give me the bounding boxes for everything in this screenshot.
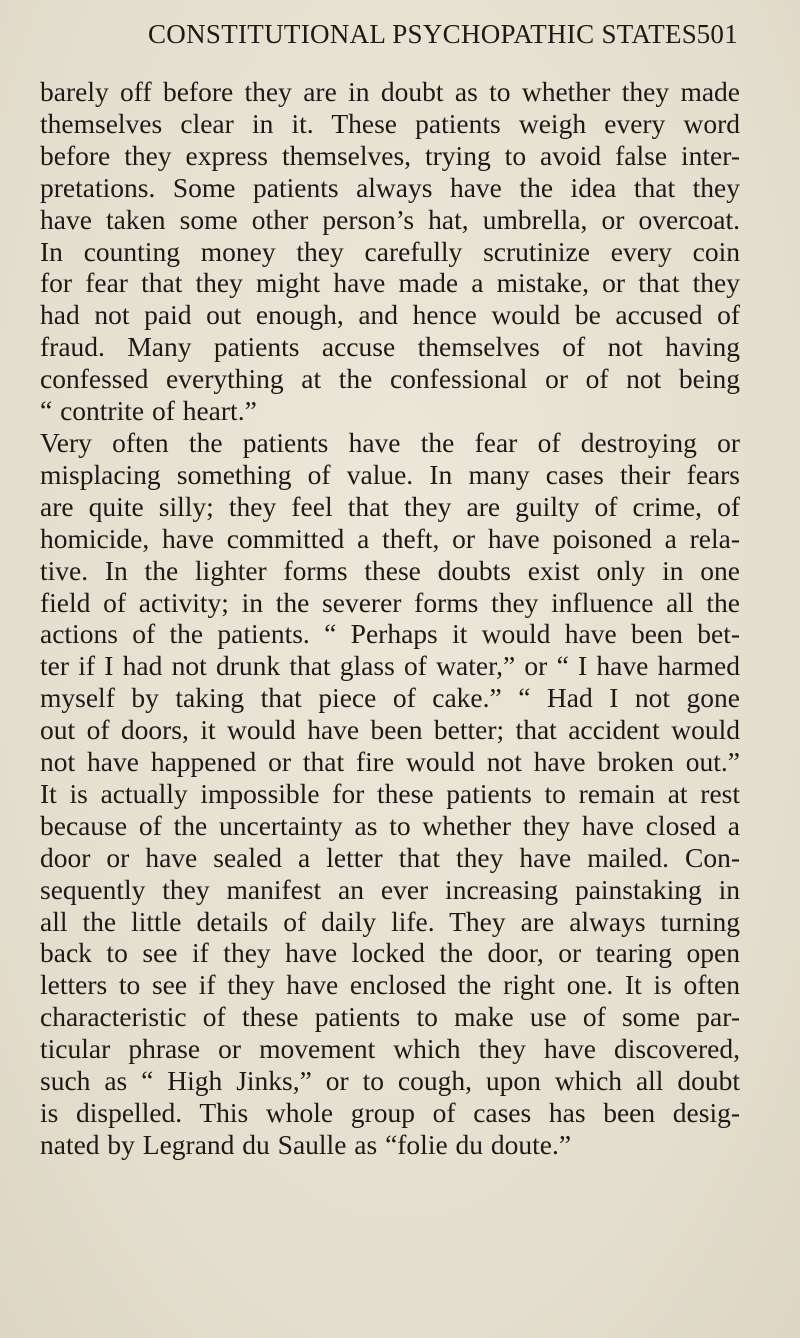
text-line: such as “ High Jinks,” or to cough, upon which all doubt bbox=[40, 1065, 740, 1097]
text-line: It is actually impossible for these patients to remain at rest bbox=[40, 777, 740, 809]
text-line: not have happened or that fire would not have broken out.” bbox=[40, 746, 740, 778]
page-number: 501 bbox=[696, 19, 738, 49]
text-line: for fear that they might have made a mistake, or that they bbox=[40, 267, 740, 299]
text-line: because of the uncertainty as to whether they have closed a bbox=[40, 809, 740, 841]
text-line: barely off before they are in doubt as to whether they made bbox=[40, 76, 740, 107]
text-line: ticular phrase or movement which they have discovered, bbox=[40, 1033, 740, 1065]
text-line: door or have sealed a letter that they have mailed. Con- bbox=[40, 841, 740, 873]
body-text bbox=[40, 76, 740, 1161]
text-line: are quite silly; they feel that they are guilty of crime, of bbox=[40, 490, 740, 522]
text-line: “ contrite of heart.” bbox=[40, 395, 257, 427]
text-line: nated by Legrand du Saulle as “folie du doute.” bbox=[40, 1128, 572, 1160]
text-line: before they express themselves, trying to avoid false inter- bbox=[40, 139, 740, 171]
text-line: field of activity; in the severer forms they influence all the bbox=[40, 586, 740, 618]
text-line: Very often the patients have the fear of destroying or bbox=[40, 426, 740, 458]
text-line: tive. In the lighter forms these doubts exist only in one bbox=[40, 554, 740, 586]
text-line: homicide, have committed a theft, or have poisoned a rela- bbox=[40, 522, 740, 554]
text-line: have taken some other person’s hat, umbrella, or overcoat. bbox=[40, 203, 740, 235]
running-title: CONSTITUTIONAL PSYCHOPATHIC STATES bbox=[148, 19, 698, 49]
text-line: letters to see if they have enclosed the right one. It is often bbox=[40, 969, 740, 1001]
text-line: pretations. Some patients always have the idea that they bbox=[40, 171, 740, 203]
text-line: misplacing something of value. In many cases their fears bbox=[40, 458, 740, 490]
text-line: confessed everything at the confessional or of not being bbox=[40, 363, 740, 395]
text-line: ter if I had not drunk that glass of water,” or “ I have harmed bbox=[40, 650, 740, 682]
text-line: is dispelled. This whole group of cases has been desig- bbox=[40, 1097, 740, 1128]
text-line: actions of the patients. “ Perhaps it would have been bet- bbox=[40, 618, 740, 650]
text-line: out of doors, it would have been better; that accident would bbox=[40, 714, 740, 746]
text-line: all the little details of daily life. They are always turning bbox=[40, 905, 740, 937]
text-line: characteristic of these patients to make use of some par- bbox=[40, 1001, 740, 1033]
text-line: back to see if they have locked the door, or tearing open bbox=[40, 937, 740, 969]
running-head bbox=[148, 14, 738, 54]
text-line: sequently they manifest an ever increasing painstaking in bbox=[40, 873, 740, 905]
text-line: myself by taking that piece of cake.” “ Had I not gone bbox=[40, 682, 740, 714]
text-line: had not paid out enough, and hence would be accused of bbox=[40, 299, 740, 331]
text-line: In counting money they carefully scrutinize every coin bbox=[40, 235, 740, 267]
text-line: fraud. Many patients accuse themselves of not having bbox=[40, 331, 740, 363]
text-line: themselves clear in it. These patients weigh every word bbox=[40, 107, 740, 139]
